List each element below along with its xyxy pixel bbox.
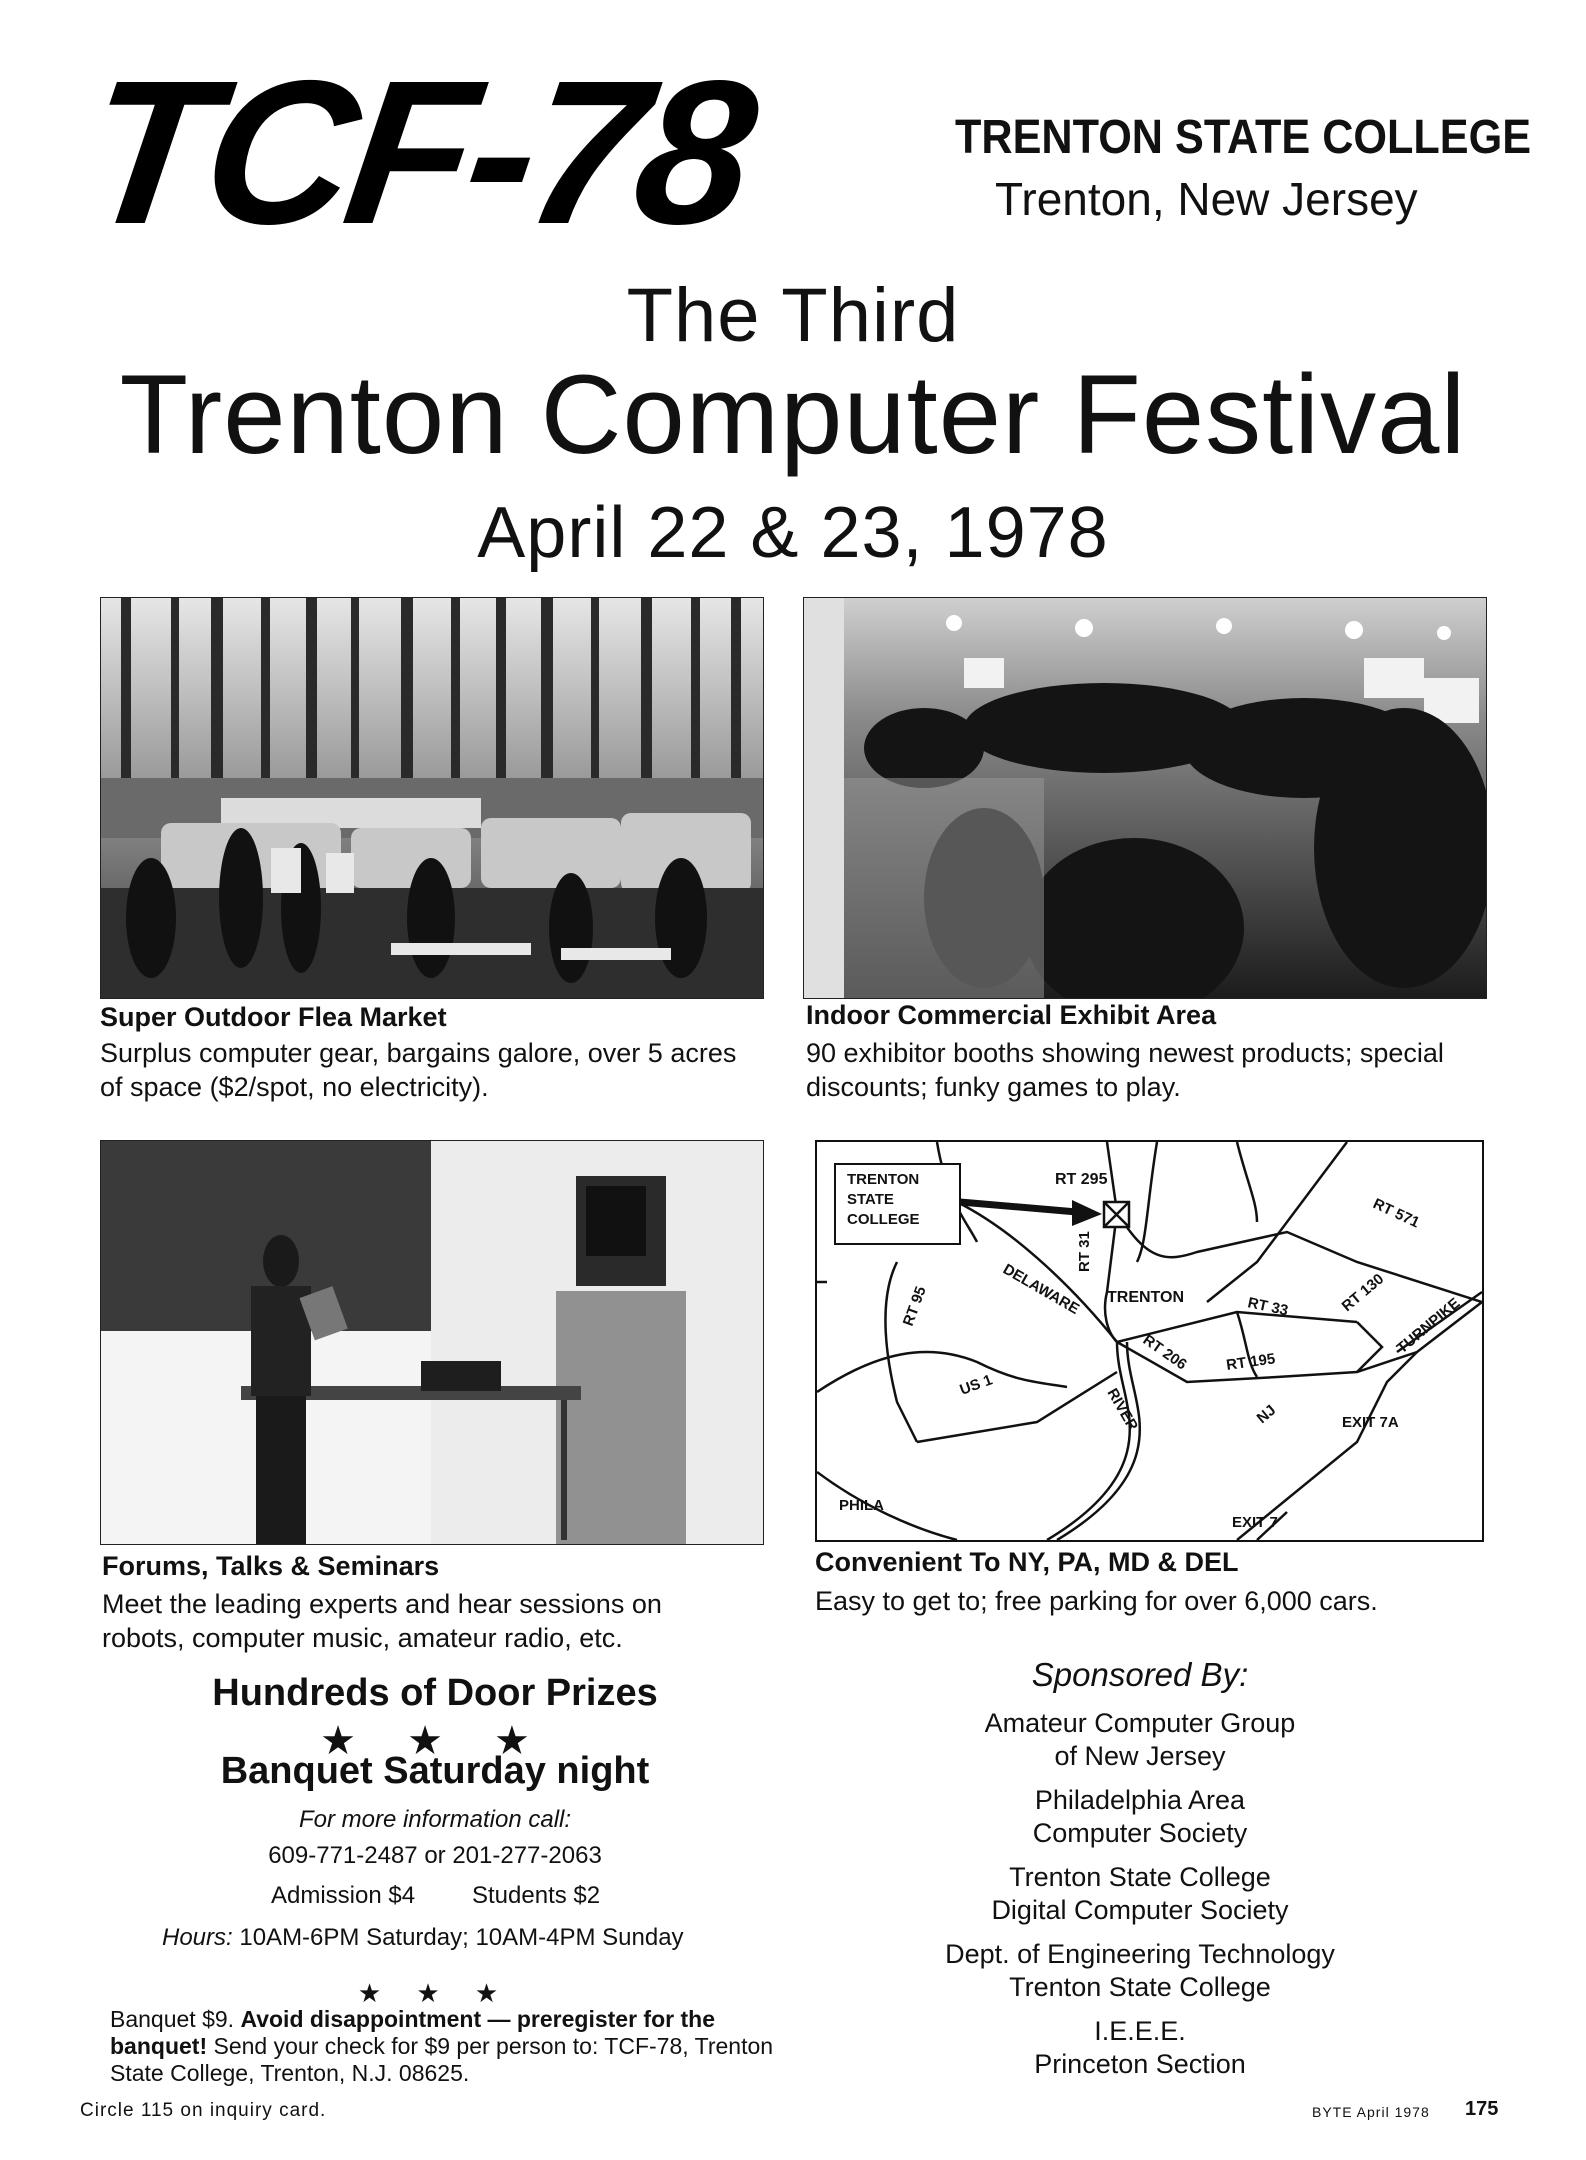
map-label-rt130: RT 130 — [1338, 1270, 1388, 1316]
sponsor-item — [820, 1861, 1460, 1927]
banquet-warning: Avoid disappointment — preregister for the banquet! — [110, 2006, 715, 2059]
map-label-rt571: RT 571 — [1370, 1195, 1423, 1232]
map-label-rt95: RT 95 — [899, 1284, 930, 1329]
college-city: Trenton, New Jersey — [995, 173, 1418, 225]
map-label-exit7: EXIT 7 — [1232, 1514, 1278, 1531]
banquet-heading: Banquet Saturday night — [220, 1750, 650, 1792]
hours-value: 10AM-6PM Saturday; 10AM-4PM Sunday — [239, 1924, 684, 1951]
map-label-river: RIVER — [1103, 1385, 1142, 1434]
directions-map — [815, 1140, 1484, 1542]
map-label-college-1: TRENTON — [847, 1171, 920, 1188]
map-label-rt295: RT 295 — [1055, 1171, 1108, 1188]
seminar-photo — [100, 1140, 764, 1545]
map-label-college-2: STATE — [847, 1191, 894, 1208]
feature-text-exhibit-area: 90 exhibitor booths showing newest products; special discounts; funky games to play. — [806, 1038, 1444, 1102]
college-name: TRENTON STATE COLLEGE — [955, 111, 1532, 164]
feature-title-exhibit-area: Indoor Commercial Exhibit Area — [806, 1000, 1217, 1030]
feature-text-convenient: Easy to get to; free parking for over 6,000 cars. — [815, 1586, 1378, 1616]
sponsor-line: Princeton Section — [1034, 2049, 1246, 2079]
small-stars-divider: ★ ★ ★ — [357, 1978, 513, 2008]
page-number: 175 — [1465, 2098, 1499, 2120]
sponsor-line: Trenton State College — [1009, 1972, 1271, 2002]
hours-line — [162, 1924, 684, 1952]
info-phones: 609-771-2487 or 201-277-2063 — [268, 1842, 602, 1869]
map-label-rt33: RT 33 — [1246, 1294, 1290, 1320]
flea-market-photo — [100, 597, 764, 999]
admission-price: Admission $4 — [271, 1882, 416, 1909]
map-label-trenton: TRENTON — [1107, 1289, 1185, 1306]
sponsor-line: Dept. of Engineering Technology — [945, 1939, 1335, 1969]
map-label-us1: US 1 — [957, 1371, 995, 1399]
sponsor-item — [820, 2015, 1460, 2081]
door-prizes-heading: Hundreds of Door Prizes — [212, 1672, 658, 1714]
sponsor-line: Digital Computer Society — [991, 1895, 1289, 1925]
sponsor-line: Computer Society — [1032, 1818, 1248, 1848]
map-label-exit7a: EXIT 7A — [1342, 1414, 1399, 1431]
sponsor-line: of New Jersey — [1054, 1741, 1226, 1771]
exhibit-area-photo — [803, 597, 1487, 999]
magazine-credit: BYTE April 1978 — [1312, 2104, 1430, 2120]
map-label-nj: NJ — [1253, 1401, 1280, 1428]
feature-title-seminars: Forums, Talks & Seminars — [102, 1551, 440, 1581]
hours-label: Hours: — [162, 1924, 233, 1951]
sponsor-item — [820, 1784, 1460, 1850]
feature-title-convenient: Convenient To NY, PA, MD & DEL — [815, 1547, 1239, 1577]
feature-text-flea-market: Surplus computer gear, bargains galore, over 5 acres of space ($2/spot, no electricity). — [100, 1038, 737, 1102]
feature-text-seminars: Meet the leading experts and hear sessions on robots, computer music, amateur radio, etc. — [102, 1589, 662, 1653]
feature-title-flea-market: Super Outdoor Flea Market — [100, 1002, 447, 1032]
sponsor-line: Trenton State College — [1009, 1862, 1271, 1892]
sponsor-item — [820, 1707, 1460, 1773]
map-label-turnpike: TURNPIKE — [1393, 1294, 1464, 1358]
map-label-rt195: RT 195 — [1225, 1350, 1277, 1374]
banquet-registration — [110, 2006, 780, 2087]
map-label-phila: PHILA — [839, 1497, 884, 1514]
sponsors-heading: Sponsored By: — [1031, 1656, 1249, 1693]
sponsor-line: I.E.E.E. — [1094, 2016, 1186, 2046]
sponsor-line: Amateur Computer Group — [984, 1708, 1296, 1738]
inquiry-note: Circle 115 on inquiry card. — [80, 2100, 327, 2121]
banquet-price: Banquet $9. — [110, 2006, 235, 2032]
map-label-rt31: RT 31 — [1076, 1231, 1093, 1272]
banquet-instructions: Send your check for $9 per person to: TCF-78, Trenton State College, Trenton, N.J. 08625. — [110, 2033, 774, 2086]
map-label-college-3: COLLEGE — [847, 1211, 920, 1228]
sponsor-item — [820, 1938, 1460, 2004]
stars-divider: ★ ★ ★ — [320, 1719, 550, 1763]
sponsor-line: Philadelphia Area — [1034, 1785, 1246, 1815]
event-logo: TCF-78 — [71, 38, 763, 267]
map-label-rt206: RT 206 — [1139, 1331, 1190, 1374]
students-price: Students $2 — [472, 1882, 601, 1909]
event-subtitle: The Third — [626, 273, 960, 358]
info-call-label: For more information call: — [298, 1806, 572, 1833]
event-title: Trenton Computer Festival — [119, 352, 1467, 477]
map-label-delaware: DELAWARE — [1000, 1260, 1083, 1318]
event-dates: April 22 & 23, 1978 — [477, 493, 1109, 573]
